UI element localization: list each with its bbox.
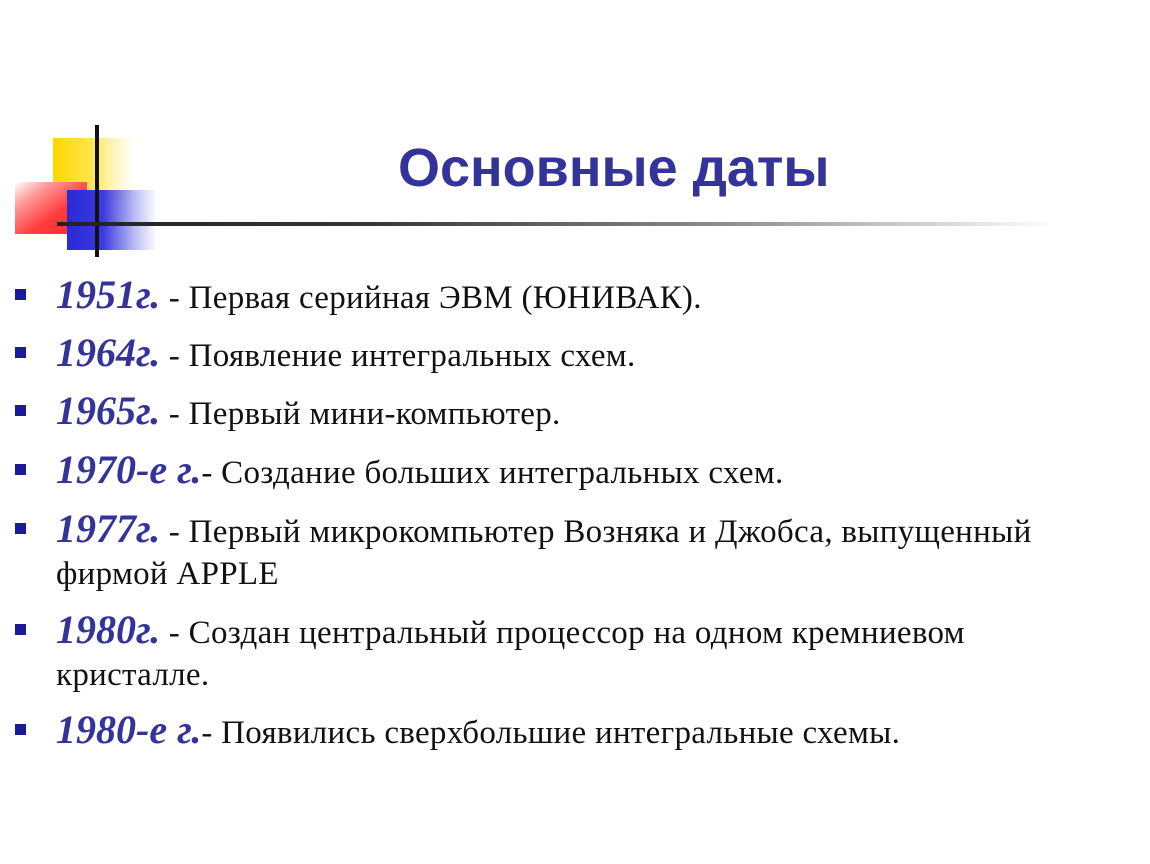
list-item xyxy=(56,709,1126,754)
list-item xyxy=(56,449,1126,494)
item-text: - Создан центральный процессор на одном кремниевом кристалле. xyxy=(56,615,965,693)
item-year: 1980г. xyxy=(56,607,161,652)
item-year: 1951г. xyxy=(56,272,161,317)
item-text: - Создание больших интегральных схем. xyxy=(201,455,784,491)
list-item xyxy=(56,390,1126,435)
list-item xyxy=(56,274,1126,319)
list-item xyxy=(56,332,1126,377)
list-item xyxy=(56,609,1126,696)
item-year: 1964г. xyxy=(56,330,161,375)
bullet-square-icon xyxy=(15,523,26,534)
item-text: - Первая серийная ЭВМ (ЮНИВАК). xyxy=(160,280,702,316)
slide-title: Основные даты xyxy=(398,138,830,198)
item-year: 1980-е г. xyxy=(56,707,202,752)
list-item xyxy=(56,508,1126,595)
item-text: - Первый микрокомпьютер Возняка и Джобса, выпущенный фирмой APPLE xyxy=(56,514,1032,592)
bullet-square-icon xyxy=(15,347,26,358)
bullet-square-icon xyxy=(15,464,26,475)
item-year: 1965г. xyxy=(56,388,161,433)
item-year: 1970-е г. xyxy=(56,447,202,492)
bullet-square-icon xyxy=(15,289,26,300)
bullet-square-icon xyxy=(15,724,26,735)
bullet-square-icon xyxy=(15,405,26,416)
decor-blue-square xyxy=(67,190,157,250)
item-text: - Первый мини-компьютер. xyxy=(160,396,561,432)
item-year: 1977г. xyxy=(56,506,161,551)
bullet-square-icon xyxy=(15,624,26,635)
decor-vertical-line xyxy=(95,125,99,257)
item-text: - Появление интегральных схем. xyxy=(160,338,636,374)
item-text: - Появились сверхбольшие интегральные схемы. xyxy=(201,715,901,751)
title-underline xyxy=(57,222,1057,226)
